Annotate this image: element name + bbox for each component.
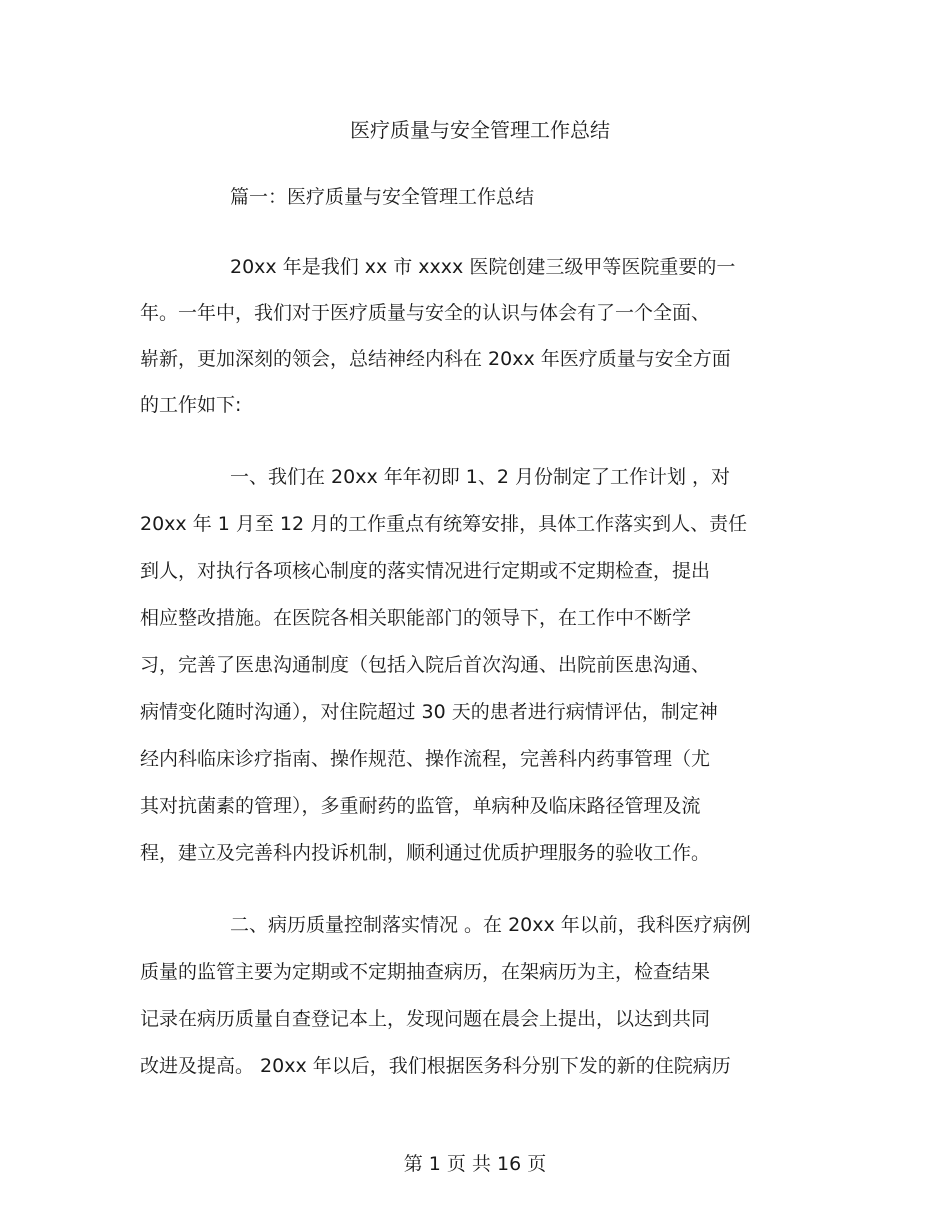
paragraph-line: 记录在病历质量自查登记本上，发现问题在晨会上提出，以达到共同 xyxy=(140,1008,711,1030)
paragraph-line: 程，建立及完善科内投诉机制，顺利通过优质护理服务的验收工作。 xyxy=(140,842,711,864)
paragraph-line: 质量的监管主要为定期或不定期抽查病历，在架病历为主，检查结果 xyxy=(140,961,711,983)
paragraph-line: 病情变化随时沟通），对住院超过 30 天的患者进行病情评估，制定神 xyxy=(140,701,718,723)
paragraph-line: 20xx 年是我们 xx 市 xxxx 医院创建三级甲等医院重要的一 xyxy=(230,256,736,278)
paragraph-line: 20xx 年 1 月至 12 月的工作重点有统筹安排，具体工作落实到人、责任 xyxy=(140,513,748,535)
page-number: 第 1 页 共 16 页 xyxy=(403,1153,547,1175)
paragraph-line: 崭新，更加深刻的领会，总结神经内科在 20xx 年医疗质量与安全方面 xyxy=(140,348,731,370)
paragraph-line: 其对抗菌素的管理），多重耐药的监管，单病种及临床路径管理及流 xyxy=(140,795,701,817)
paragraph-line: 一、我们在 20xx 年年初即 1、2 月份制定了工作计划 ，对 xyxy=(230,466,731,488)
paragraph-line: 改进及提高。 20xx 年以后，我们根据医务科分别下发的新的住院病历 xyxy=(140,1055,731,1077)
paragraph-line: 的工作如下: xyxy=(140,394,242,416)
paragraph-line: 经内科临床诊疗指南、操作规范、操作流程，完善科内药事管理（尤 xyxy=(140,748,711,770)
paragraph-line: 相应整改措施。在医院各相关职能部门的领导下，在工作中不断学 xyxy=(140,607,692,629)
document-subtitle: 篇一：医疗质量与安全管理工作总结 xyxy=(230,186,535,208)
paragraph-line: 年。一年中，我们对于医疗质量与安全的认识与体会有了一个全面、 xyxy=(140,302,711,324)
document-title: 医疗质量与安全管理工作总结 xyxy=(350,118,610,142)
paragraph-line: 到人，对执行各项核心制度的落实情况进行定期或不定期检查，提出 xyxy=(140,560,711,582)
paragraph-line: 习，完善了医患沟通制度（包括入院后首次沟通、出院前医患沟通、 xyxy=(140,654,711,676)
paragraph-line: 二、病历质量控制落实情况 。在 20xx 年以前，我科医疗病例 xyxy=(230,914,751,936)
